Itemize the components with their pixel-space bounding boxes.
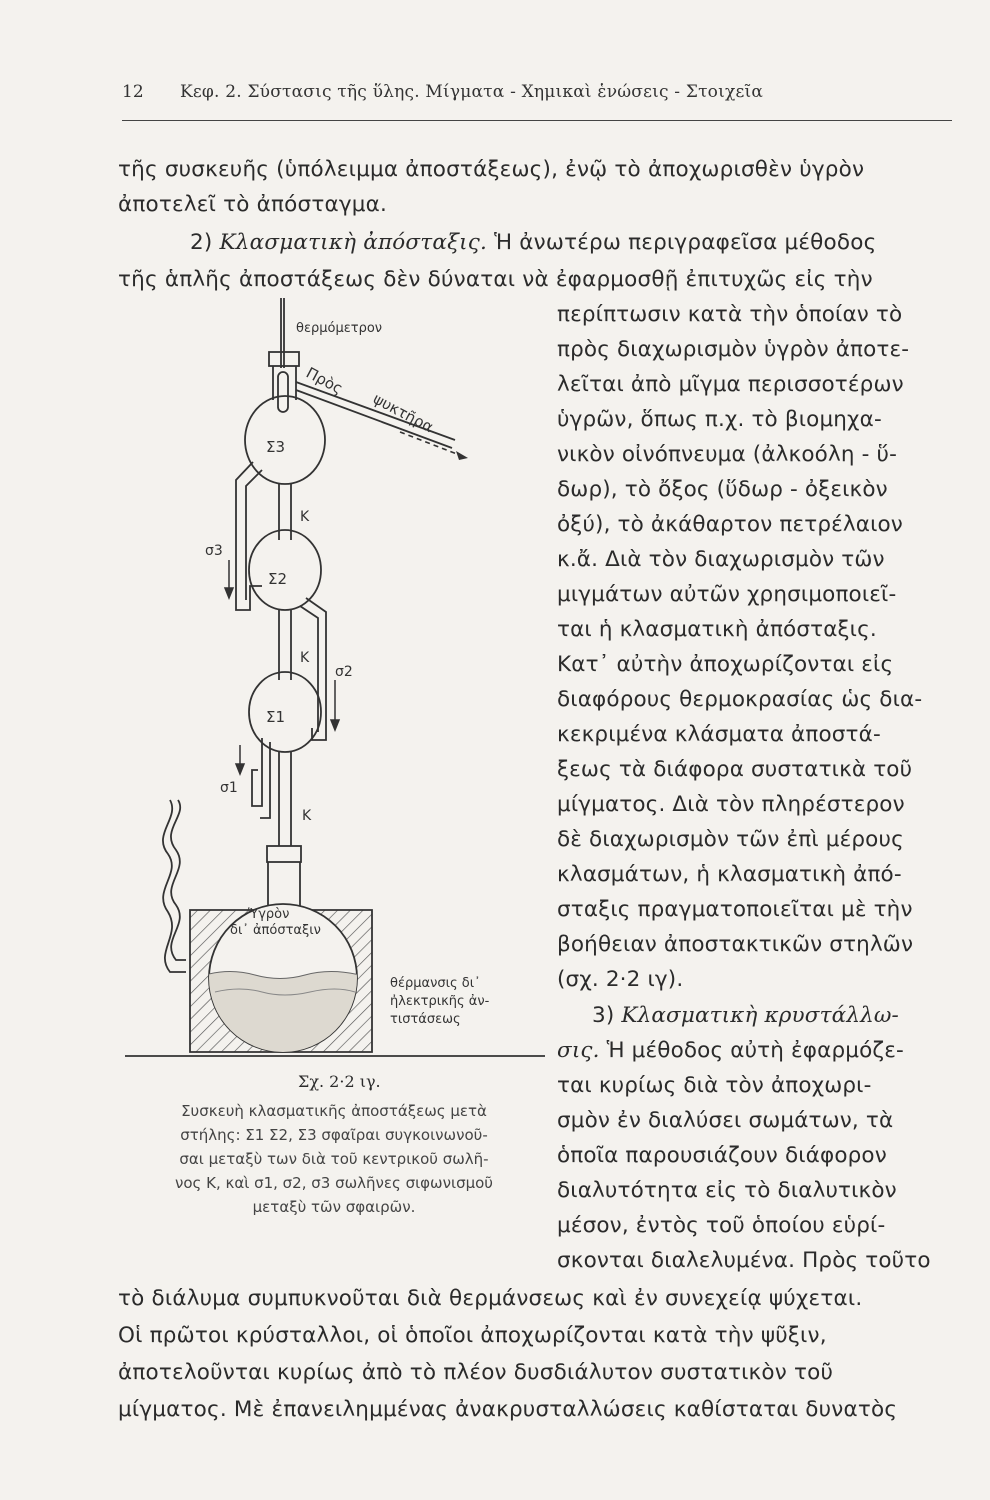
label-s2: σ2 (335, 664, 353, 680)
thermometer-bulb (278, 372, 288, 412)
arrow-down-icon (236, 764, 244, 774)
text-line: ται κυρίως διὰ τὸν ἀποχωρι- (557, 1073, 872, 1098)
label-to-condenser-b: ψυκτῆρα (370, 389, 437, 437)
text-span: Ἡ μέθοδος αὐτὴ ἐφαρμόζε- (606, 1038, 904, 1063)
heater-wire (171, 800, 186, 960)
text-line: τὸ διάλυμα συμπυκνοῦται διὰ θερμάνσεως καὶ ἐν συνεχείᾳ ψύχεται. (118, 1286, 863, 1311)
label-to-condenser: Πρὸς (303, 363, 346, 398)
section-heading-cont: σις. (557, 1038, 600, 1063)
text-line: τῆς ἁπλῆς ἀποστάξεως δὲν δύναται νὰ ἐφαρμοσθῇ ἐπιτυχῶς εἰς τὴν (118, 267, 873, 292)
text-line: ὑγρῶν, ὅπως π.χ. τὸ βιομηχα- (557, 407, 882, 432)
text-span: Ἡ ἀνωτέρω περιγραφεῖσα μέθοδος (494, 230, 877, 255)
text-line: περίπτωσιν κατὰ τὴν ὁποίαν τὸ (557, 302, 903, 327)
text-line: σμὸν ἐν διαλύσει σωμάτων, τὰ (557, 1108, 894, 1133)
flask-stopper (267, 846, 301, 862)
text-line: ἀποτελεῖ τὸ ἀπόσταγμα. (118, 192, 388, 217)
text-line: ὁποῖα παρουσιάζουν διάφορον (557, 1143, 887, 1168)
label-liquid: Ὑγρὸν (248, 907, 290, 922)
section-heading: Κλασματικὴ ἀπόσταξις. (219, 230, 488, 255)
caption-line: σαι μεταξὺ των διὰ τοῦ κεντρικοῦ σωλῆ- (179, 1150, 489, 1168)
label-liquid-b: δι᾽ ἀπόσταξιν (230, 923, 321, 938)
arrow-down-icon (331, 720, 339, 730)
label-heating-b: ἠλεκτρικῆς ἀν- (390, 994, 490, 1009)
figure-caption (118, 1099, 550, 1219)
text-line: νικὸν οἰνόπνευμα (ἀλκοόλη - ὕ- (557, 442, 897, 467)
text-line: κ.ἄ. Διὰ τὸν διαχωρισμὸν τῶν (557, 547, 885, 572)
caption-line: μεταξὺ τῶν σφαιρῶν. (252, 1198, 416, 1216)
text-line: διαλυτότητα εἰς τὸ διαλυτικὸν (557, 1178, 897, 1203)
page-number: 12 (122, 82, 144, 102)
text-line: λεῖται ἀπὸ μῖγμα περισσοτέρων (557, 372, 904, 397)
text-line: μιγμάτων αὐτῶν χρησιμοποιεῖ- (557, 582, 897, 607)
text-line: σταξις πραγματοποιεῖται μὲ τὴν (557, 897, 913, 922)
label-k: K (300, 509, 310, 525)
text-line: ἀποτελοῦνται κυρίως ἀπὸ τὸ πλέον δυσδιάλυτον συστατικὸν τοῦ (118, 1360, 834, 1385)
caption-line: στήλης: Σ1 Σ2, Σ3 σφαῖραι συγκοινωνοῦ- (180, 1126, 488, 1144)
text-line: σκονται διαλελυμένα. Πρὸς τοῦτο (557, 1248, 931, 1273)
text-line: μίγματος. Μὲ ἐπανειλημμένας ἀνακρυσταλλώσεις καθίσταται δυνατὸς (118, 1397, 898, 1422)
text-line: Κατ᾽ αὐτὴν ἀποχωρίζονται εἰς (557, 652, 894, 677)
text-line: μίγματος. Διὰ τὸν πληρέστερον (557, 792, 905, 817)
text-line: τῆς συσκευῆς (ὑπόλειμμα ἀποστάξεως), ἐνῷ τὸ ἀποχωρισθὲν ὑγρὸν (118, 157, 865, 182)
caption-line: νος Κ, καὶ σ1, σ2, σ3 σωλῆνες σιφωνισμοῦ (175, 1174, 493, 1192)
arrow-head-icon (456, 451, 468, 460)
text-line: (σχ. 2·2 ιγ). (557, 967, 684, 992)
label-heating: θέρμανσις δι᾽ (390, 976, 481, 991)
text-line: διαφόρους θερμοκρασίας ὡς δια- (557, 687, 923, 712)
condenser-arrow (400, 432, 462, 456)
label-k: K (302, 808, 312, 824)
text-line: ται ἡ κλασματικὴ ἀπόσταξις. (557, 617, 877, 642)
siphon-tube-s1 (252, 738, 262, 806)
text-line: δὲ διαχωρισμὸν τῶν ἐπὶ μέρους (557, 827, 904, 852)
text-line: πρὸς διαχωρισμὸν ὑγρὸν ἀποτε- (557, 337, 910, 362)
section-number: 3) (592, 1003, 615, 1028)
text-line: μέσον, ἐντὸς τοῦ ὁποίου εὑρί- (557, 1213, 886, 1238)
text-line: βοήθειαν ἀποστακτικῶν στηλῶν (557, 932, 914, 957)
figure-caption-title: Σχ. 2·2 ιγ. (298, 1072, 381, 1091)
text-line: ὀξύ), τὸ ἀκάθαρτον πετρέλαιον (557, 512, 903, 537)
section-heading: Κλασματικὴ κρυστάλλω- (621, 1003, 899, 1028)
section-number: 2) (190, 230, 213, 255)
condenser-arm (296, 382, 455, 440)
text-line: κλασμάτων, ἡ κλασματικὴ ἀπό- (557, 862, 902, 887)
text-line: Οἱ πρῶτοι κρύσταλλοι, οἱ ὁποῖοι ἀποχωρίζονται κατὰ τὴν ψῦξιν, (118, 1323, 827, 1348)
chapter-title: Κεφ. 2. Σύστασις τῆς ὕλης. Μίγματα - Χημικαὶ ἑνώσεις - Στοιχεῖα (180, 82, 764, 102)
arrow-down-icon (225, 588, 233, 598)
caption-line: Συσκευὴ κλασματικῆς ἀποστάξεως μετὰ (181, 1102, 487, 1120)
label-sigma2: Σ2 (268, 570, 288, 588)
siphon-tube-s2 (306, 598, 326, 740)
label-heating-c: τιστάσεως (390, 1012, 461, 1027)
label-sigma1: Σ1 (266, 708, 286, 726)
text-line: κεκριμένα κλάσματα ἀποστά- (557, 722, 881, 747)
label-k: K (300, 650, 310, 666)
label-sigma3: Σ3 (266, 438, 286, 456)
label-s1: σ1 (220, 780, 238, 796)
label-thermometer: θερμόμετρον (296, 321, 383, 336)
text-line: ξεως τὰ διάφορα συστατικὰ τοῦ (557, 757, 913, 782)
text-line: δωρ), τὸ ὄξος (ὕδωρ - ὀξεικὸν (557, 477, 888, 502)
label-s3: σ3 (205, 543, 223, 559)
